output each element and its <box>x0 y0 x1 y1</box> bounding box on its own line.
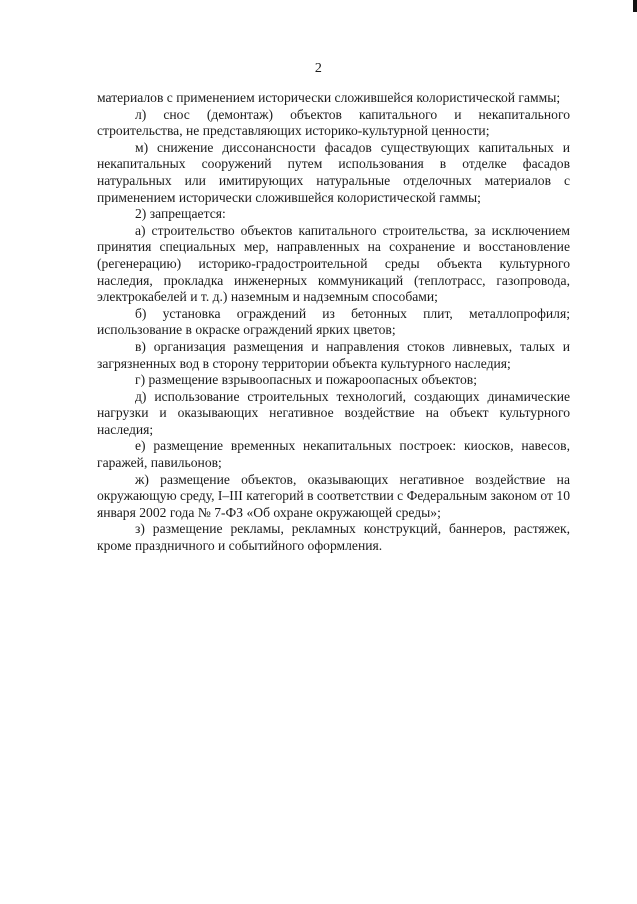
paragraph-item-a: а) строительство объектов капитального строительства, за исключением принятия специальных мер, направленных на сохранение и восстановление (регенерацию) историко-градостроительной среды объекта культурного наследия, прокладка инженерных коммуникаций (теплотрасс, газопровода, электрокабелей и т. д.) наземным и надземным способами; <box>97 222 570 305</box>
paragraph-item-zh: ж) размещение объектов, оказывающих негативное воздействие на окружающую среду, I–III категорий в соответствии с Федеральным законом от 10 января 2002 года № 7-ФЗ «Об охране окружающей среды»; <box>97 471 570 520</box>
paragraph-item-m: м) снижение диссонансности фасадов существующих капитальных и некапитальных сооружений путем использования в отделке фасадов натуральных или имитирующих натуральные отделочных материалов с применением исторически сложившейся колористической гаммы; <box>97 139 570 205</box>
paragraph-prohibited-heading: 2) запрещается: <box>135 206 226 222</box>
scan-corner-mark <box>633 0 637 12</box>
paragraph-item-d: д) использование строительных технологий, создающих динамические нагрузки и оказывающих негативное воздействие на объект культурного наследия; <box>97 388 570 437</box>
paragraph-item-v: в) организация размещения и направления стоков ливневых, талых и загрязненных вод в сторону территории объекта культурного наследия; <box>97 338 570 371</box>
paragraph-continuation: материалов с применением исторически сложившейся колористической гаммы; <box>97 90 561 105</box>
document-body <box>97 90 570 555</box>
paragraph-item-z: з) размещение рекламы, рекламных конструкций, баннеров, растяжек, кроме праздничного и событийного оформления. <box>97 521 570 554</box>
paragraph-item-l: л) снос (демонтаж) объектов капитального и некапитального строительства, не представляющих историко-культурной ценности; <box>97 106 570 139</box>
paragraph-item-g: г) размещение взрывоопасных и пожароопасных объектов; <box>135 372 477 388</box>
paragraph-item-b: б) установка ограждений из бетонных плит, металлопрофиля; использование в окраске ограждений ярких цветов; <box>97 305 570 338</box>
page-number: 2 <box>314 61 323 76</box>
paragraph-item-e: е) размещение временных некапитальных построек: киосков, навесов, гаражей, павильонов; <box>97 438 570 471</box>
